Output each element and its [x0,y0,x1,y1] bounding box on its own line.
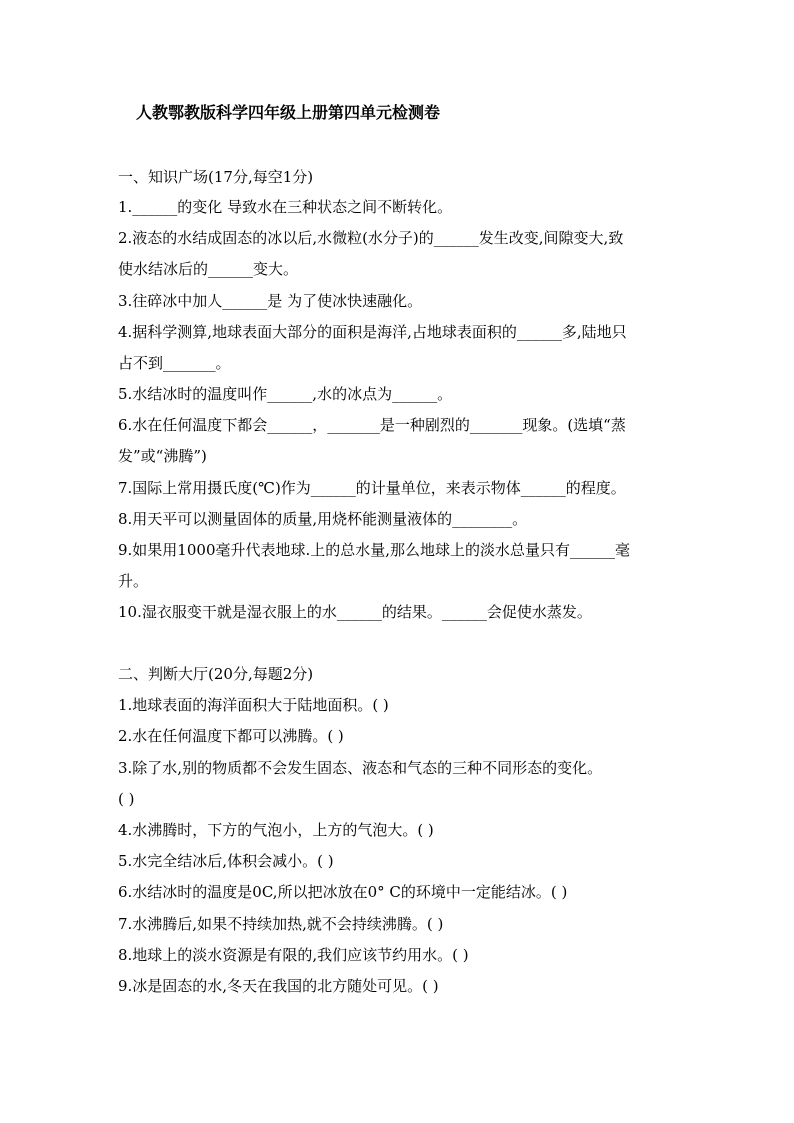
question-line: 2.水在任何温度下都可以沸腾。( ) [118,727,344,745]
section-2-heading: 二、判断大厅(20分,每题2分) [118,665,314,683]
question-line: 3.除了水,别的物质都不会发生固态、液态和气态的三种不同形态的变化。 [118,759,603,777]
question-line: 7.水沸腾后,如果不持续加热,就不会持续沸腾。( ) [118,915,444,933]
question-line: 发”或“沸腾”) [118,447,207,465]
question-line: 10.湿衣服变干就是湿衣服上的水______的结果。______会促使水蒸发。 [118,603,592,621]
question-line: 升。 [118,572,149,590]
question-line: 使水结冰后的______变大。 [118,260,299,278]
page-title: 人教鄂教版科学四年级上册第四单元检测卷 [136,103,441,122]
question-line: 9.冰是固态的水,冬天在我国的北方随处可见。( ) [118,977,439,995]
question-line: 7.国际上常用摄氏度(℃)作为______的计量单位，来表示物体______的程度。 [118,479,626,497]
question-line: 8.地球上的淡水资源是有限的,我们应该节约用水。( ) [118,946,469,964]
question-line: 3.往碎冰中加人______是 为了使冰快速融化。 [118,292,423,310]
question-line: 6.水在任何温度下都会______，_______是一种剧烈的_______现象。(选填“蒸 [118,416,626,434]
question-line: 9.如果用1000毫升代表地球.上的总水量,那么地球上的淡水总量只有______毫 [118,541,631,559]
question-line: 1.地球表面的海洋面积大于陆地面积。( ) [118,696,389,714]
question-line: 1.______的变化 导致水在三种状态之间不断转化。 [118,198,453,216]
question-line: 2.液态的水结成固态的冰以后,水微粒(水分子)的______发生改变,间隙变大,致 [118,229,624,247]
question-line: ( ) [118,790,135,808]
question-line: 5.水完全结冰后,体积会减小。( ) [118,852,334,870]
section-1-heading: 一、知识广场(17分,每空1分) [118,168,314,186]
question-line: 5.水结冰时的温度叫作______,水的冰点为______。 [118,385,453,403]
question-line: 4.据科学测算,地球表面大部分的面积是海洋,占地球表面积的______多,陆地只 [118,323,627,341]
question-line: 6.水结冰时的温度是0C,所以把冰放在0° C的环境中一定能结冰。( ) [118,883,568,901]
question-line: 8.用天平可以测量固体的质量,用烧杯能测量液体的________。 [118,510,528,528]
question-line: 4.水沸腾时，下方的气泡小，上方的气泡大。( ) [118,821,434,839]
question-line: 占不到_______。 [118,354,231,372]
